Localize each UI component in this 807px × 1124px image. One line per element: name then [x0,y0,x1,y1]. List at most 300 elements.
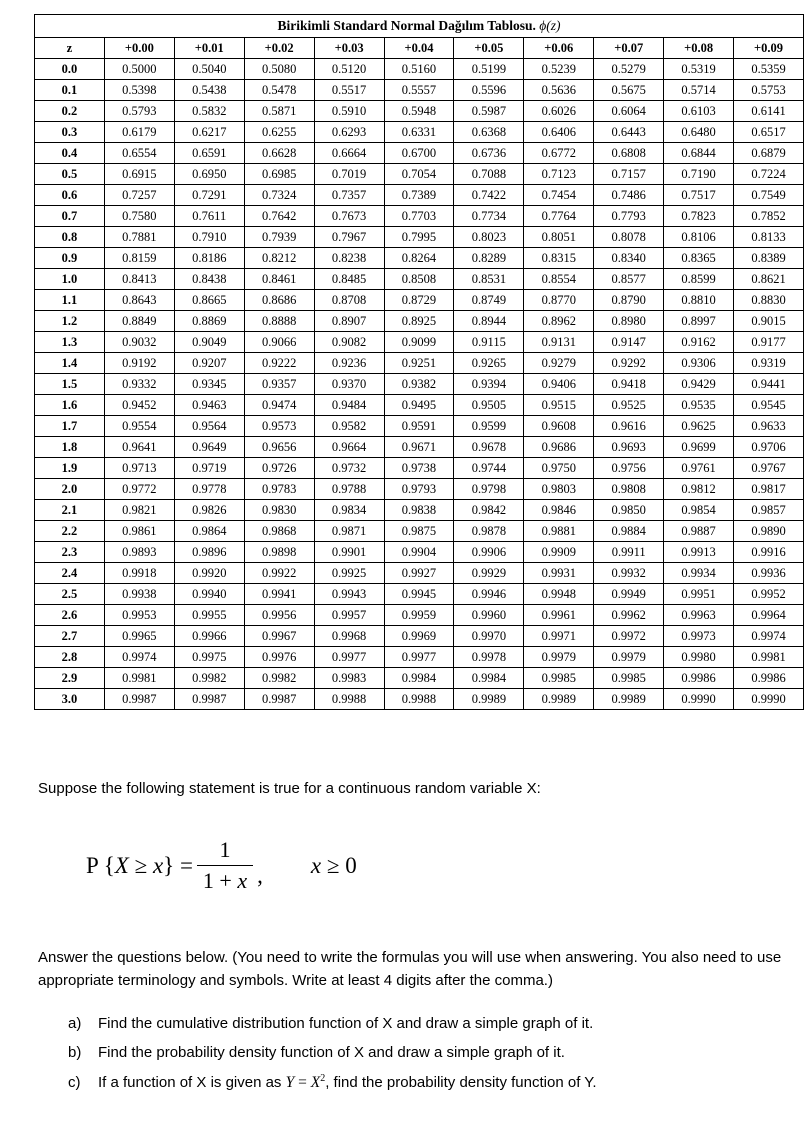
phi-value: 0.5279 [594,59,664,80]
phi-value: 0.8389 [734,248,804,269]
phi-value: 0.9898 [244,542,314,563]
phi-value: 0.7823 [664,206,734,227]
phi-value: 0.9989 [454,689,524,710]
fraction [197,837,253,894]
table-row [35,437,804,458]
phi-value: 0.9916 [734,542,804,563]
phi-value: 0.9732 [314,458,384,479]
phi-value: 0.8665 [174,290,244,311]
phi-value: 0.9959 [384,605,454,626]
phi-value: 0.9616 [594,416,664,437]
z-value: 2.5 [35,584,105,605]
phi-value: 0.6217 [174,122,244,143]
phi-value: 0.9984 [454,668,524,689]
math-Y: Y [285,1074,295,1092]
phi-value: 0.8340 [594,248,664,269]
phi-value: 0.9975 [174,647,244,668]
phi-value: 0.9279 [524,353,594,374]
phi-value: 0.9147 [594,332,664,353]
phi-value: 0.9750 [524,458,594,479]
phi-value: 0.5000 [104,59,174,80]
table-row [35,374,804,395]
phi-value: 0.7389 [384,185,454,206]
column-header: +0.04 [384,38,454,59]
phi-value: 0.9767 [734,458,804,479]
phi-value: 0.9474 [244,395,314,416]
phi-value: 0.9974 [734,626,804,647]
table-row [35,542,804,563]
phi-value: 0.9772 [104,479,174,500]
phi-value: 0.9987 [244,689,314,710]
z-value: 2.7 [35,626,105,647]
phi-value: 0.8159 [104,248,174,269]
phi-value: 0.9986 [734,668,804,689]
z-table [34,14,804,710]
phi-value: 0.9878 [454,521,524,542]
phi-value: 0.6700 [384,143,454,164]
phi-value: 0.9973 [664,626,734,647]
phi-value: 0.9162 [664,332,734,353]
phi-value: 0.6591 [174,143,244,164]
phi-value: 0.9251 [384,353,454,374]
table-row [35,500,804,521]
phi-value: 0.9931 [524,563,594,584]
z-value: 2.1 [35,500,105,521]
phi-value: 0.8023 [454,227,524,248]
phi-value: 0.8264 [384,248,454,269]
phi-value: 0.9956 [244,605,314,626]
phi-value: 0.7123 [524,164,594,185]
phi-value: 0.9842 [454,500,524,521]
phi-value: 0.9582 [314,416,384,437]
phi-value: 0.9115 [454,332,524,353]
phi-value: 0.9834 [314,500,384,521]
phi-value: 0.9940 [174,584,244,605]
phi-value: 0.9429 [664,374,734,395]
phi-value: 0.8810 [664,290,734,311]
phi-value: 0.9049 [174,332,244,353]
phi-value: 0.8508 [384,269,454,290]
phi-value: 0.9934 [664,563,734,584]
phi-value: 0.9564 [174,416,244,437]
phi-value: 0.5871 [244,101,314,122]
phi-value: 0.7910 [174,227,244,248]
phi-value: 0.8133 [734,227,804,248]
z-value: 0.0 [35,59,105,80]
table-row [35,269,804,290]
phi-value: 0.8907 [314,311,384,332]
phi-value: 0.7549 [734,185,804,206]
phi-value: 0.5753 [734,80,804,101]
phi-value: 0.8869 [174,311,244,332]
phi-value: 0.5120 [314,59,384,80]
z-value: 1.1 [35,290,105,311]
phi-value: 0.9974 [104,647,174,668]
phi-value: 0.7157 [594,164,664,185]
probability-statement [86,837,789,894]
phi-value: 0.9911 [594,542,664,563]
phi-value: 0.7357 [314,185,384,206]
z-value: 1.3 [35,332,105,353]
phi-value: 0.6517 [734,122,804,143]
phi-value: 0.9394 [454,374,524,395]
phi-value: 0.9678 [454,437,524,458]
condition-rest: ≥ 0 [321,852,357,878]
phi-value: 0.9591 [384,416,454,437]
phi-value: 0.9868 [244,521,314,542]
phi-value: 0.5438 [174,80,244,101]
phi-value: 0.7257 [104,185,174,206]
z-value: 0.7 [35,206,105,227]
table-row [35,248,804,269]
phi-value: 0.7088 [454,164,524,185]
phi-value: 0.7422 [454,185,524,206]
phi-value: 0.5948 [384,101,454,122]
phi-value: 0.9985 [524,668,594,689]
phi-value: 0.5040 [174,59,244,80]
phi-value: 0.8599 [664,269,734,290]
table-row [35,206,804,227]
phi-value: 0.7580 [104,206,174,227]
phi-value: 0.9941 [244,584,314,605]
z-value: 0.6 [35,185,105,206]
phi-value: 0.6554 [104,143,174,164]
phi-value: 0.5080 [244,59,314,80]
phi-value: 0.8849 [104,311,174,332]
formula-X: X [114,852,129,878]
phi-value: 0.8621 [734,269,804,290]
phi-value: 0.5398 [104,80,174,101]
phi-value: 0.9990 [734,689,804,710]
phi-value: 0.9977 [314,647,384,668]
phi-value: 0.9830 [244,500,314,521]
phi-value: 0.9948 [524,584,594,605]
phi-value: 0.9484 [314,395,384,416]
list-item-b [68,1042,789,1064]
phi-value: 0.8531 [454,269,524,290]
phi-value: 0.9826 [174,500,244,521]
phi-value: 0.5987 [454,101,524,122]
phi-value: 0.9881 [524,521,594,542]
phi-value: 0.9319 [734,353,804,374]
table-row [35,479,804,500]
phi-value: 0.9957 [314,605,384,626]
phi-value: 0.5832 [174,101,244,122]
z-value: 0.3 [35,122,105,143]
phi-value: 0.7019 [314,164,384,185]
table-row [35,521,804,542]
phi-value: 0.6406 [524,122,594,143]
formula-condition [311,853,357,879]
phi-value: 0.5199 [454,59,524,80]
phi-value: 0.8708 [314,290,384,311]
phi-value: 0.8790 [594,290,664,311]
z-value: 0.8 [35,227,105,248]
phi-value: 0.9932 [594,563,664,584]
phi-value: 0.9982 [244,668,314,689]
phi-value: 0.8438 [174,269,244,290]
denominator-const: 1 + [202,868,238,893]
phi-value: 0.6879 [734,143,804,164]
z-value: 0.1 [35,80,105,101]
phi-value: 0.9857 [734,500,804,521]
phi-value: 0.9131 [524,332,594,353]
item-label: c) [68,1074,81,1091]
phi-value: 0.8078 [594,227,664,248]
phi-value: 0.9953 [104,605,174,626]
phi-value: 0.8643 [104,290,174,311]
item-text-post: , find the probability density function of Y. [325,1074,597,1092]
phi-value: 0.9985 [594,668,664,689]
phi-value: 0.9332 [104,374,174,395]
phi-value: 0.9990 [664,689,734,710]
instructions-text: Answer the questions below. (You need to write the formulas you will use when answering. You also need to use appropriate terminology and symbols. Write at least 4 digits after the comma.) [38,949,782,990]
phi-value: 0.9192 [104,353,174,374]
fraction-denominator [197,865,253,894]
phi-value: 0.9981 [104,668,174,689]
phi-value: 0.9979 [524,647,594,668]
phi-value: 0.9970 [454,626,524,647]
phi-value: 0.9981 [734,647,804,668]
phi-value: 0.9756 [594,458,664,479]
phi-value: 0.9887 [664,521,734,542]
phi-value: 0.5675 [594,80,664,101]
phi-value: 0.8888 [244,311,314,332]
phi-value: 0.9726 [244,458,314,479]
phi-value: 0.9875 [384,521,454,542]
phi-value: 0.5714 [664,80,734,101]
phi-value: 0.6368 [454,122,524,143]
z-value: 2.3 [35,542,105,563]
phi-value: 0.9573 [244,416,314,437]
z-value: 0.2 [35,101,105,122]
phi-value: 0.9988 [384,689,454,710]
phi-value: 0.9778 [174,479,244,500]
phi-value: 0.9925 [314,563,384,584]
phi-value: 0.7734 [454,206,524,227]
phi-value: 0.6026 [524,101,594,122]
phi-value: 0.7673 [314,206,384,227]
phi-value: 0.8461 [244,269,314,290]
phi-value: 0.5557 [384,80,454,101]
phi-value: 0.8554 [524,269,594,290]
phi-value: 0.9984 [384,668,454,689]
table-row [35,164,804,185]
table-title [35,15,804,38]
phi-value: 0.9893 [104,542,174,563]
phi-value: 0.9608 [524,416,594,437]
phi-value: 0.9382 [384,374,454,395]
phi-value: 0.7881 [104,227,174,248]
phi-value: 0.9951 [664,584,734,605]
phi-value: 0.9977 [384,647,454,668]
list-item-a [68,1013,789,1035]
formula-lhs [86,853,193,879]
phi-value: 0.9964 [734,605,804,626]
phi-value: 0.8365 [664,248,734,269]
z-value: 2.9 [35,668,105,689]
phi-value: 0.9625 [664,416,734,437]
phi-z-symbol: ϕ(z) [539,18,561,33]
phi-value: 0.9963 [664,605,734,626]
phi-value: 0.9554 [104,416,174,437]
phi-value: 0.6915 [104,164,174,185]
phi-value: 0.9418 [594,374,664,395]
phi-value: 0.9890 [734,521,804,542]
table-row [35,101,804,122]
phi-value: 0.9884 [594,521,664,542]
formula-P: P [86,852,98,878]
phi-value: 0.9686 [524,437,594,458]
phi-value: 0.7939 [244,227,314,248]
phi-value: 0.9960 [454,605,524,626]
phi-value: 0.9099 [384,332,454,353]
phi-value: 0.9861 [104,521,174,542]
phi-value: 0.9345 [174,374,244,395]
phi-value: 0.9699 [664,437,734,458]
table-title-text: Birikimli Standard Normal Dağılım Tablosu. [277,18,540,33]
z-value: 2.8 [35,647,105,668]
table-row [35,227,804,248]
phi-value: 0.5239 [524,59,594,80]
phi-value: 0.9871 [314,521,384,542]
phi-value: 0.8830 [734,290,804,311]
phi-value: 0.8485 [314,269,384,290]
formula-comma: , [257,862,263,888]
z-value: 1.4 [35,353,105,374]
y-equals-x-squared [286,1074,326,1091]
z-value: 1.5 [35,374,105,395]
phi-value: 0.8770 [524,290,594,311]
phi-value: 0.9803 [524,479,594,500]
phi-value: 0.7852 [734,206,804,227]
phi-value: 0.9545 [734,395,804,416]
phi-value: 0.8315 [524,248,594,269]
phi-value: 0.9987 [174,689,244,710]
phi-value: 0.9535 [664,395,734,416]
phi-value: 0.8962 [524,311,594,332]
z-value: 0.9 [35,248,105,269]
list-item-c [68,1072,789,1095]
phi-value: 0.9971 [524,626,594,647]
phi-value: 0.9920 [174,563,244,584]
phi-value: 0.9495 [384,395,454,416]
phi-value: 0.9838 [384,500,454,521]
formula-x: x [152,852,164,878]
phi-value: 0.6179 [104,122,174,143]
phi-value: 0.9236 [314,353,384,374]
phi-value: 0.9850 [594,500,664,521]
z-value: 2.0 [35,479,105,500]
phi-value: 0.8749 [454,290,524,311]
phi-value: 0.9706 [734,437,804,458]
phi-value: 0.8577 [594,269,664,290]
intro-text: Suppose the following statement is true for a continuous random variable X: [38,780,541,797]
phi-value: 0.8289 [454,248,524,269]
math-exponent: 2 [320,1073,326,1084]
z-value: 1.9 [35,458,105,479]
condition-var: x [310,852,322,878]
phi-value: 0.9265 [454,353,524,374]
phi-value: 0.9788 [314,479,384,500]
phi-value: 0.7454 [524,185,594,206]
phi-value: 0.8686 [244,290,314,311]
column-header: +0.00 [104,38,174,59]
table-row [35,332,804,353]
phi-value: 0.9032 [104,332,174,353]
phi-value: 0.9961 [524,605,594,626]
z-value: 1.7 [35,416,105,437]
column-header: +0.06 [524,38,594,59]
table-row [35,563,804,584]
phi-value: 0.5359 [734,59,804,80]
phi-value: 0.6293 [314,122,384,143]
phi-value: 0.9936 [734,563,804,584]
phi-value: 0.9965 [104,626,174,647]
phi-value: 0.9082 [314,332,384,353]
question-list [68,1013,789,1095]
phi-value: 0.9306 [664,353,734,374]
phi-value: 0.5160 [384,59,454,80]
phi-value: 0.7054 [384,164,454,185]
phi-value: 0.9922 [244,563,314,584]
phi-value: 0.9968 [314,626,384,647]
phi-value: 0.5636 [524,80,594,101]
phi-value: 0.9713 [104,458,174,479]
phi-value: 0.8212 [244,248,314,269]
phi-value: 0.9929 [454,563,524,584]
item-text: Find the probability density function of X and draw a simple graph of it. [98,1044,565,1062]
phi-value: 0.9983 [314,668,384,689]
phi-value: 0.7224 [734,164,804,185]
table-row [35,626,804,647]
table-row [35,311,804,332]
header-row [35,38,804,59]
z-value: 1.0 [35,269,105,290]
phi-value: 0.9967 [244,626,314,647]
item-text: Find the cumulative distribution function of X and draw a simple graph of it. [98,1014,594,1032]
phi-value: 0.9945 [384,584,454,605]
phi-value: 0.6331 [384,122,454,143]
phi-value: 0.8729 [384,290,454,311]
phi-value: 0.9357 [244,374,314,395]
table-row [35,395,804,416]
phi-value: 0.9955 [174,605,244,626]
phi-value: 0.7291 [174,185,244,206]
phi-value: 0.9986 [664,668,734,689]
phi-value: 0.5319 [664,59,734,80]
table-row [35,668,804,689]
phi-value: 0.9452 [104,395,174,416]
column-header: +0.03 [314,38,384,59]
phi-value: 0.6844 [664,143,734,164]
phi-value: 0.8186 [174,248,244,269]
phi-value: 0.9744 [454,458,524,479]
phi-value: 0.9463 [174,395,244,416]
phi-value: 0.7324 [244,185,314,206]
table-row [35,689,804,710]
phi-value: 0.5596 [454,80,524,101]
table-row [35,458,804,479]
z-value: 3.0 [35,689,105,710]
phi-value: 0.9913 [664,542,734,563]
phi-value: 0.9909 [524,542,594,563]
phi-value: 0.6443 [594,122,664,143]
phi-value: 0.9719 [174,458,244,479]
phi-value: 0.6064 [594,101,664,122]
phi-value: 0.9982 [174,668,244,689]
phi-value: 0.9969 [384,626,454,647]
